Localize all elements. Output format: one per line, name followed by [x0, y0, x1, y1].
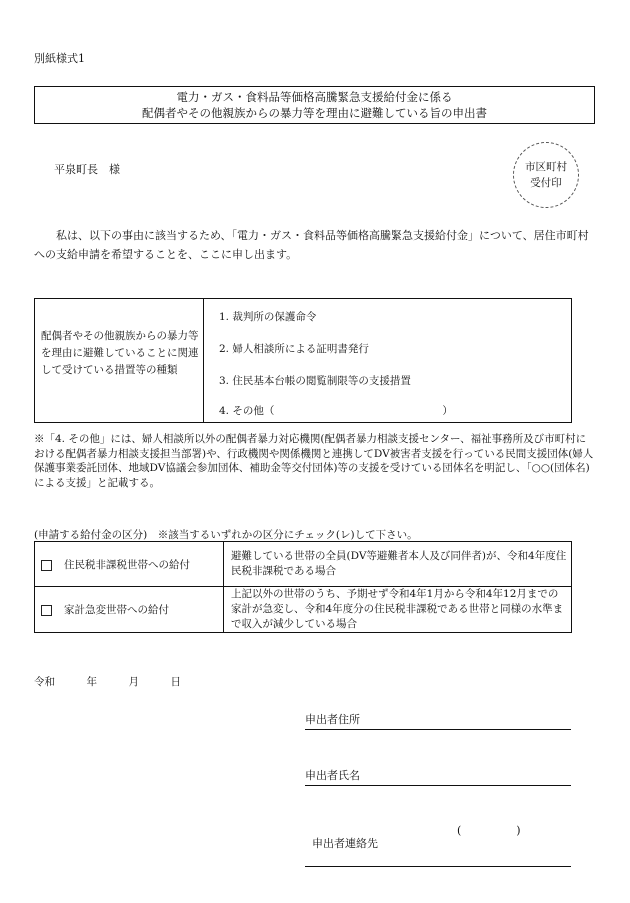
title-line-1: 電力・ガス・食料品等価格高騰緊急支援給付金に係る [176, 90, 453, 104]
category-row [35, 586, 571, 632]
applicant-address-field[interactable] [305, 711, 571, 730]
category-option-2[interactable] [35, 586, 224, 632]
category-description: 上記以外の世帯のうち、予期せず令和4年1月から令和4年12月までの家計が急変し、令和4年度分の住民税非課税である世帯と同様の水準まで収入が減少している場合 [231, 587, 564, 630]
stamp-line-2: 受付印 [530, 177, 562, 189]
category-row [35, 542, 571, 587]
field-label: 申出者氏名 [305, 769, 360, 782]
field-label: 申出者連絡先 [312, 837, 378, 850]
note-text: ※「4. その他」には、婦人相談所以外の配偶者暴力対応機関(配偶者暴力相談支援センター、福祉事務所及び市町村における配偶者暴力相談支援担当部署)や、行政機関や関係機関と連携してDV被害者支援を行っている民間支援団体(婦人保護事業委託団体、地域DV協議会参加団体、補助金等交付団体)等の支援を受けている団体名を明記し、「○○(団体名)による支援」と記載する。 [34, 433, 594, 489]
checkbox[interactable] [41, 560, 52, 571]
measures-table [34, 298, 572, 423]
measures-options [219, 299, 569, 422]
category-section-label: (申請する給付金の区分) ※該当するいずれかの区分にチェック(レ)して下さい。 [34, 529, 418, 541]
form-number: 別紙様式1 [34, 52, 85, 65]
declaration-text: 私は、以下の事由に該当するため、「電力・ガス・食料品等価格高騰緊急支援給付金」について、居住市町村への支給申請を希望することを、ここに申し出ます。 [34, 229, 589, 261]
date-line[interactable]: 令和 年 月 日 [34, 676, 181, 688]
measure-option-3[interactable]: 3. 住民基本台帳の閲覧制限等の支援措置 [219, 375, 411, 387]
stamp-line-1: 市区町村 [525, 161, 567, 173]
phone-area-code[interactable]: ( ) [457, 824, 521, 837]
measure-option-1[interactable]: 1. 裁判所の保護命令 [219, 311, 317, 323]
field-label: 申出者住所 [305, 713, 360, 726]
measure-option-4-other[interactable]: 4. その他（ ） [219, 405, 453, 417]
document-title [34, 86, 595, 124]
category-name: 住民税非課税世帯への給付 [64, 558, 190, 571]
category-description: 避難している世帯の全員(DV等避難者本人及び同伴者)が、令和4年度住民税非課税である場合 [231, 550, 567, 577]
measure-option-2[interactable]: 2. 婦人相談所による証明書発行 [219, 343, 369, 355]
reception-stamp-area [513, 142, 579, 208]
addressee: 平泉町長 様 [54, 163, 120, 176]
category-table [34, 541, 572, 633]
category-option-1[interactable] [35, 542, 224, 586]
category-name: 家計急変世帯への給付 [64, 603, 169, 616]
title-line-2: 配偶者やその他親族からの暴力等を理由に避難している旨の申出書 [142, 106, 487, 120]
checkbox[interactable] [41, 605, 52, 616]
applicant-name-field[interactable] [305, 767, 571, 786]
measures-label: 配偶者やその他親族からの暴力等を理由に避難していることに関連して受けている措置等の種類 [35, 299, 204, 422]
applicant-contact-field[interactable] [305, 822, 571, 867]
